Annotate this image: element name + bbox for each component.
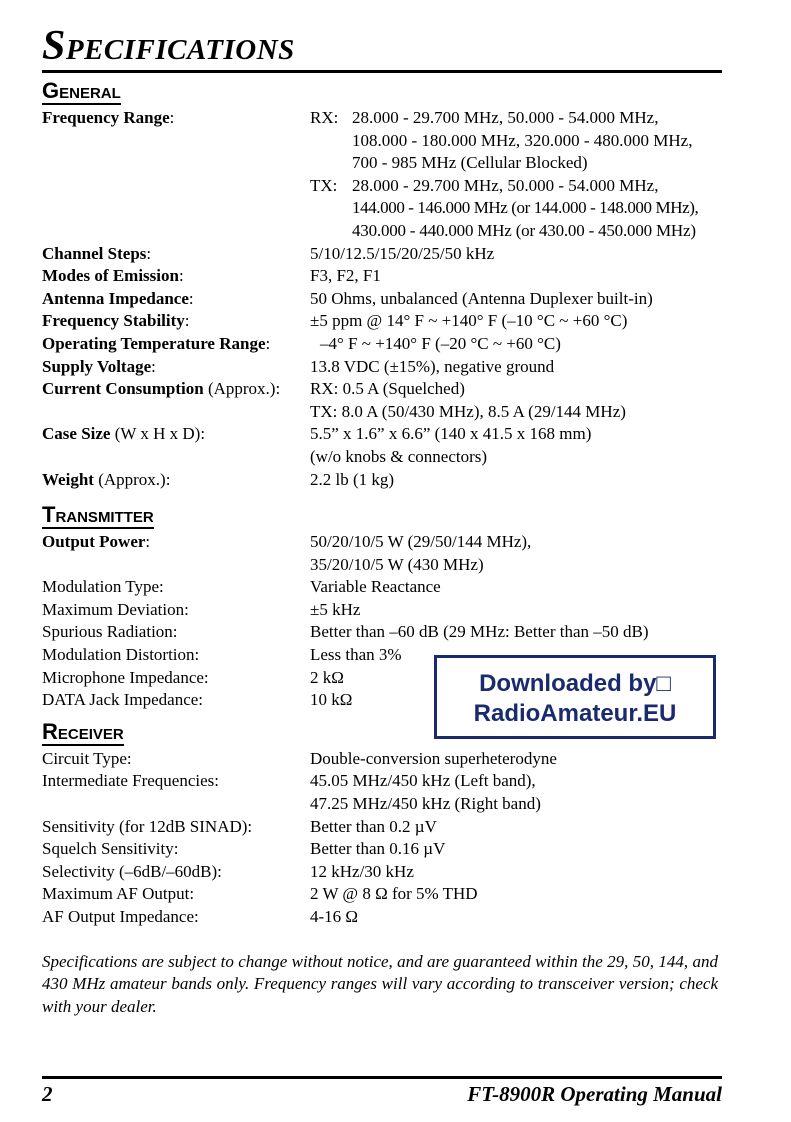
transmitter-heading: Transmitter	[42, 502, 154, 528]
spec-value: 50/20/10/5 W (29/50/144 MHz),	[310, 532, 532, 552]
spec-label: Antenna Impedance	[42, 288, 189, 308]
spec-row	[42, 816, 722, 839]
spec-row	[42, 576, 722, 599]
page-number: 2	[42, 1082, 53, 1106]
tx-tag: TX:	[310, 175, 338, 195]
spec-label: Operating Temperature Range	[42, 333, 266, 353]
rx-tag: RX:	[310, 108, 339, 127]
spec-value: 5.5” x 1.6” x 6.6” (140 x 41.5 x 168 mm)	[310, 424, 592, 444]
spec-row: Channel Steps: 5/10/12.5/15/20/25/50 kHz	[42, 243, 722, 266]
spec-label	[42, 793, 310, 816]
spec-label: AF Output Impedance:	[42, 907, 199, 926]
manual-title: FT-8900R Operating Manual	[467, 1082, 722, 1106]
tx-range	[310, 175, 722, 243]
tx-line: 430.000 - 440.000 MHz (or 430.00 - 450.000 MHz)	[352, 220, 696, 240]
page-title: Specifications	[42, 23, 295, 69]
tx-line: 144.000 - 146.000 MHz (or 144.000 - 148.000 MHz),	[352, 198, 699, 218]
spec-label: Modulation Type:	[42, 577, 164, 597]
watermark-line: RadioAmateur.EU	[473, 700, 677, 727]
spec-value: Better than –60 dB (29 MHz: Better than –50 dB)	[310, 622, 649, 642]
spec-value: ±5 ppm @ 14° F ~ +140° F (–10 °C ~ +60 °C)	[310, 311, 628, 331]
frequency-range-row: Frequency Range: RX: 28.000 - 29.700 MHz, 50.000 - 54.000 MHz, 108.000 - 180.000 MHz, 320.000 - 480.000 MHz, 700 - 985 MHz (Cellular Blocked) TX: 28.000 - 29.700 MHz, 50.000 - 54.000 MHz, 144.000 - 146.000 MHz (or 144.000 - 148.000 MHz), 430.000 - 440.000 MHz (or 430.00 - 450.000 MHz)	[42, 107, 722, 243]
spec-row	[42, 838, 722, 861]
spec-label: Supply Voltage	[42, 356, 152, 376]
spec-row: Frequency Stability: ±5 ppm @ 14° F ~ +140° F (–10 °C ~ +60 °C)	[42, 310, 722, 333]
spec-label: Microphone Impedance:	[42, 667, 209, 687]
spec-label: Sensitivity (for 12dB SINAD):	[42, 816, 253, 836]
watermark-line: Downloaded by□	[479, 670, 671, 697]
spec-value: ±5 kHz	[310, 599, 361, 619]
footer-rule	[42, 1076, 722, 1079]
spec-label: Maximum Deviation:	[42, 599, 189, 619]
spec-row	[42, 748, 722, 771]
spec-label: Output Power	[42, 532, 146, 552]
spec-value: (w/o knobs & connectors)	[310, 446, 488, 466]
spec-value: RX: 0.5 A (Squelched)	[310, 379, 465, 399]
spec-row: Antenna Impedance: 50 Ohms, unbalanced (Antenna Duplexer built-in)	[42, 288, 722, 311]
spec-label: Current Consumption	[42, 379, 204, 399]
spec-value: 13.8 VDC (±15%), negative ground	[310, 356, 555, 376]
spec-row: Supply Voltage: 13.8 VDC (±15%), negative ground	[42, 356, 722, 379]
weight-row: Weight (Approx.): 2.2 lb (1 kg)	[42, 469, 722, 492]
spec-row	[42, 883, 722, 906]
spec-value: 5/10/12.5/15/20/25/50 kHz	[310, 243, 495, 263]
spec-row	[42, 793, 722, 816]
spec-label: Spurious Radiation:	[42, 622, 178, 642]
spec-value: Double-conversion superheterodyne	[310, 748, 557, 768]
spec-value: 12 kHz/30 kHz	[310, 861, 414, 881]
specifications-note: Specifications are subject to change without notice, and are guaranteed within the 29, 50, 144, and 430 MHz amateur bands only. Frequency ranges will vary according to transceiver version; check with your dealer.	[42, 951, 718, 1016]
rx-line: 28.000 - 29.700 MHz, 50.000 - 54.000 MHz,	[352, 108, 659, 127]
spec-value: 50 Ohms, unbalanced (Antenna Duplexer built-in)	[310, 288, 653, 308]
spec-label: Circuit Type:	[42, 748, 132, 768]
frequency-range-label: Frequency Range	[42, 108, 170, 127]
general-heading: General	[42, 78, 121, 103]
spec-label: Selectivity (–6dB/–60dB):	[42, 861, 222, 881]
spec-row: Operating Temperature Range: –4° F ~ +140° F (–20 °C ~ +60 °C)	[42, 333, 722, 356]
spec-value: Better than 0.16 µV	[310, 839, 446, 859]
spec-value: 35/20/10/5 W (430 MHz)	[310, 554, 484, 574]
spec-row	[42, 770, 722, 793]
spec-row: Modes of Emission: F3, F2, F1	[42, 265, 722, 288]
spec-label: Modulation Distortion:	[42, 645, 200, 665]
spec-label: Case Size	[42, 424, 111, 444]
spec-value: F3, F2, F1	[310, 266, 381, 286]
spec-row	[42, 599, 722, 622]
spec-row	[42, 906, 722, 929]
receiver-heading: Receiver	[42, 718, 124, 744]
output-power-row: Output Power: 50/20/10/5 W (29/50/144 MHz), 35/20/10/5 W (430 MHz)	[42, 531, 722, 576]
spec-value: 4-16 Ω	[310, 907, 359, 926]
rx-line: 108.000 - 180.000 MHz, 320.000 - 480.000 MHz,	[352, 130, 693, 150]
case-size-row: Case Size (W x H x D): 5.5” x 1.6” x 6.6” (140 x 41.5 x 168 mm) (w/o knobs & connectors)	[42, 423, 722, 468]
spec-row	[42, 861, 722, 884]
rx-line: 700 - 985 MHz (Cellular Blocked)	[352, 153, 588, 173]
tx-line: 28.000 - 29.700 MHz, 50.000 - 54.000 MHz,	[352, 175, 659, 195]
spec-value: 2 W @ 8 Ω for 5% THD	[310, 884, 478, 904]
spec-value: 2 kΩ	[310, 667, 344, 687]
spec-value: Better than 0.2 µV	[310, 816, 437, 836]
spec-label: Weight	[42, 469, 94, 489]
receiver-section	[42, 714, 722, 929]
spec-label: Frequency Stability	[42, 311, 185, 331]
spec-value: 10 kΩ	[310, 690, 353, 710]
spec-value: Less than 3%	[310, 645, 402, 665]
spec-value: 47.25 MHz/450 kHz (Right band)	[310, 794, 541, 814]
spec-label: DATA Jack Impedance:	[42, 690, 204, 710]
spec-value: TX: 8.0 A (50/430 MHz), 8.5 A (29/144 MHz)	[310, 401, 626, 421]
spec-value: 2.2 lb (1 kg)	[310, 469, 395, 489]
spec-row	[42, 621, 722, 644]
spec-label: Channel Steps	[42, 243, 147, 263]
spec-label: Intermediate Frequencies:	[42, 771, 220, 791]
spec-value: –4° F ~ +140° F (–20 °C ~ +60 °C)	[320, 333, 561, 353]
spec-value: Variable Reactance	[310, 577, 441, 597]
rx-range	[310, 107, 722, 175]
current-consumption-row: Current Consumption (Approx.): RX: 0.5 A (Squelched) TX: 8.0 A (50/430 MHz), 8.5 A (29/144 MHz)	[42, 378, 722, 423]
spec-label: Modes of Emission	[42, 266, 179, 286]
spec-value: 45.05 MHz/450 kHz (Left band),	[310, 771, 536, 791]
download-watermark	[434, 655, 716, 739]
spec-page	[42, 24, 722, 1018]
spec-label: Maximum AF Output:	[42, 884, 195, 904]
page-footer	[42, 1082, 722, 1107]
general-section	[42, 73, 722, 491]
spec-label: Squelch Sensitivity:	[42, 839, 179, 859]
